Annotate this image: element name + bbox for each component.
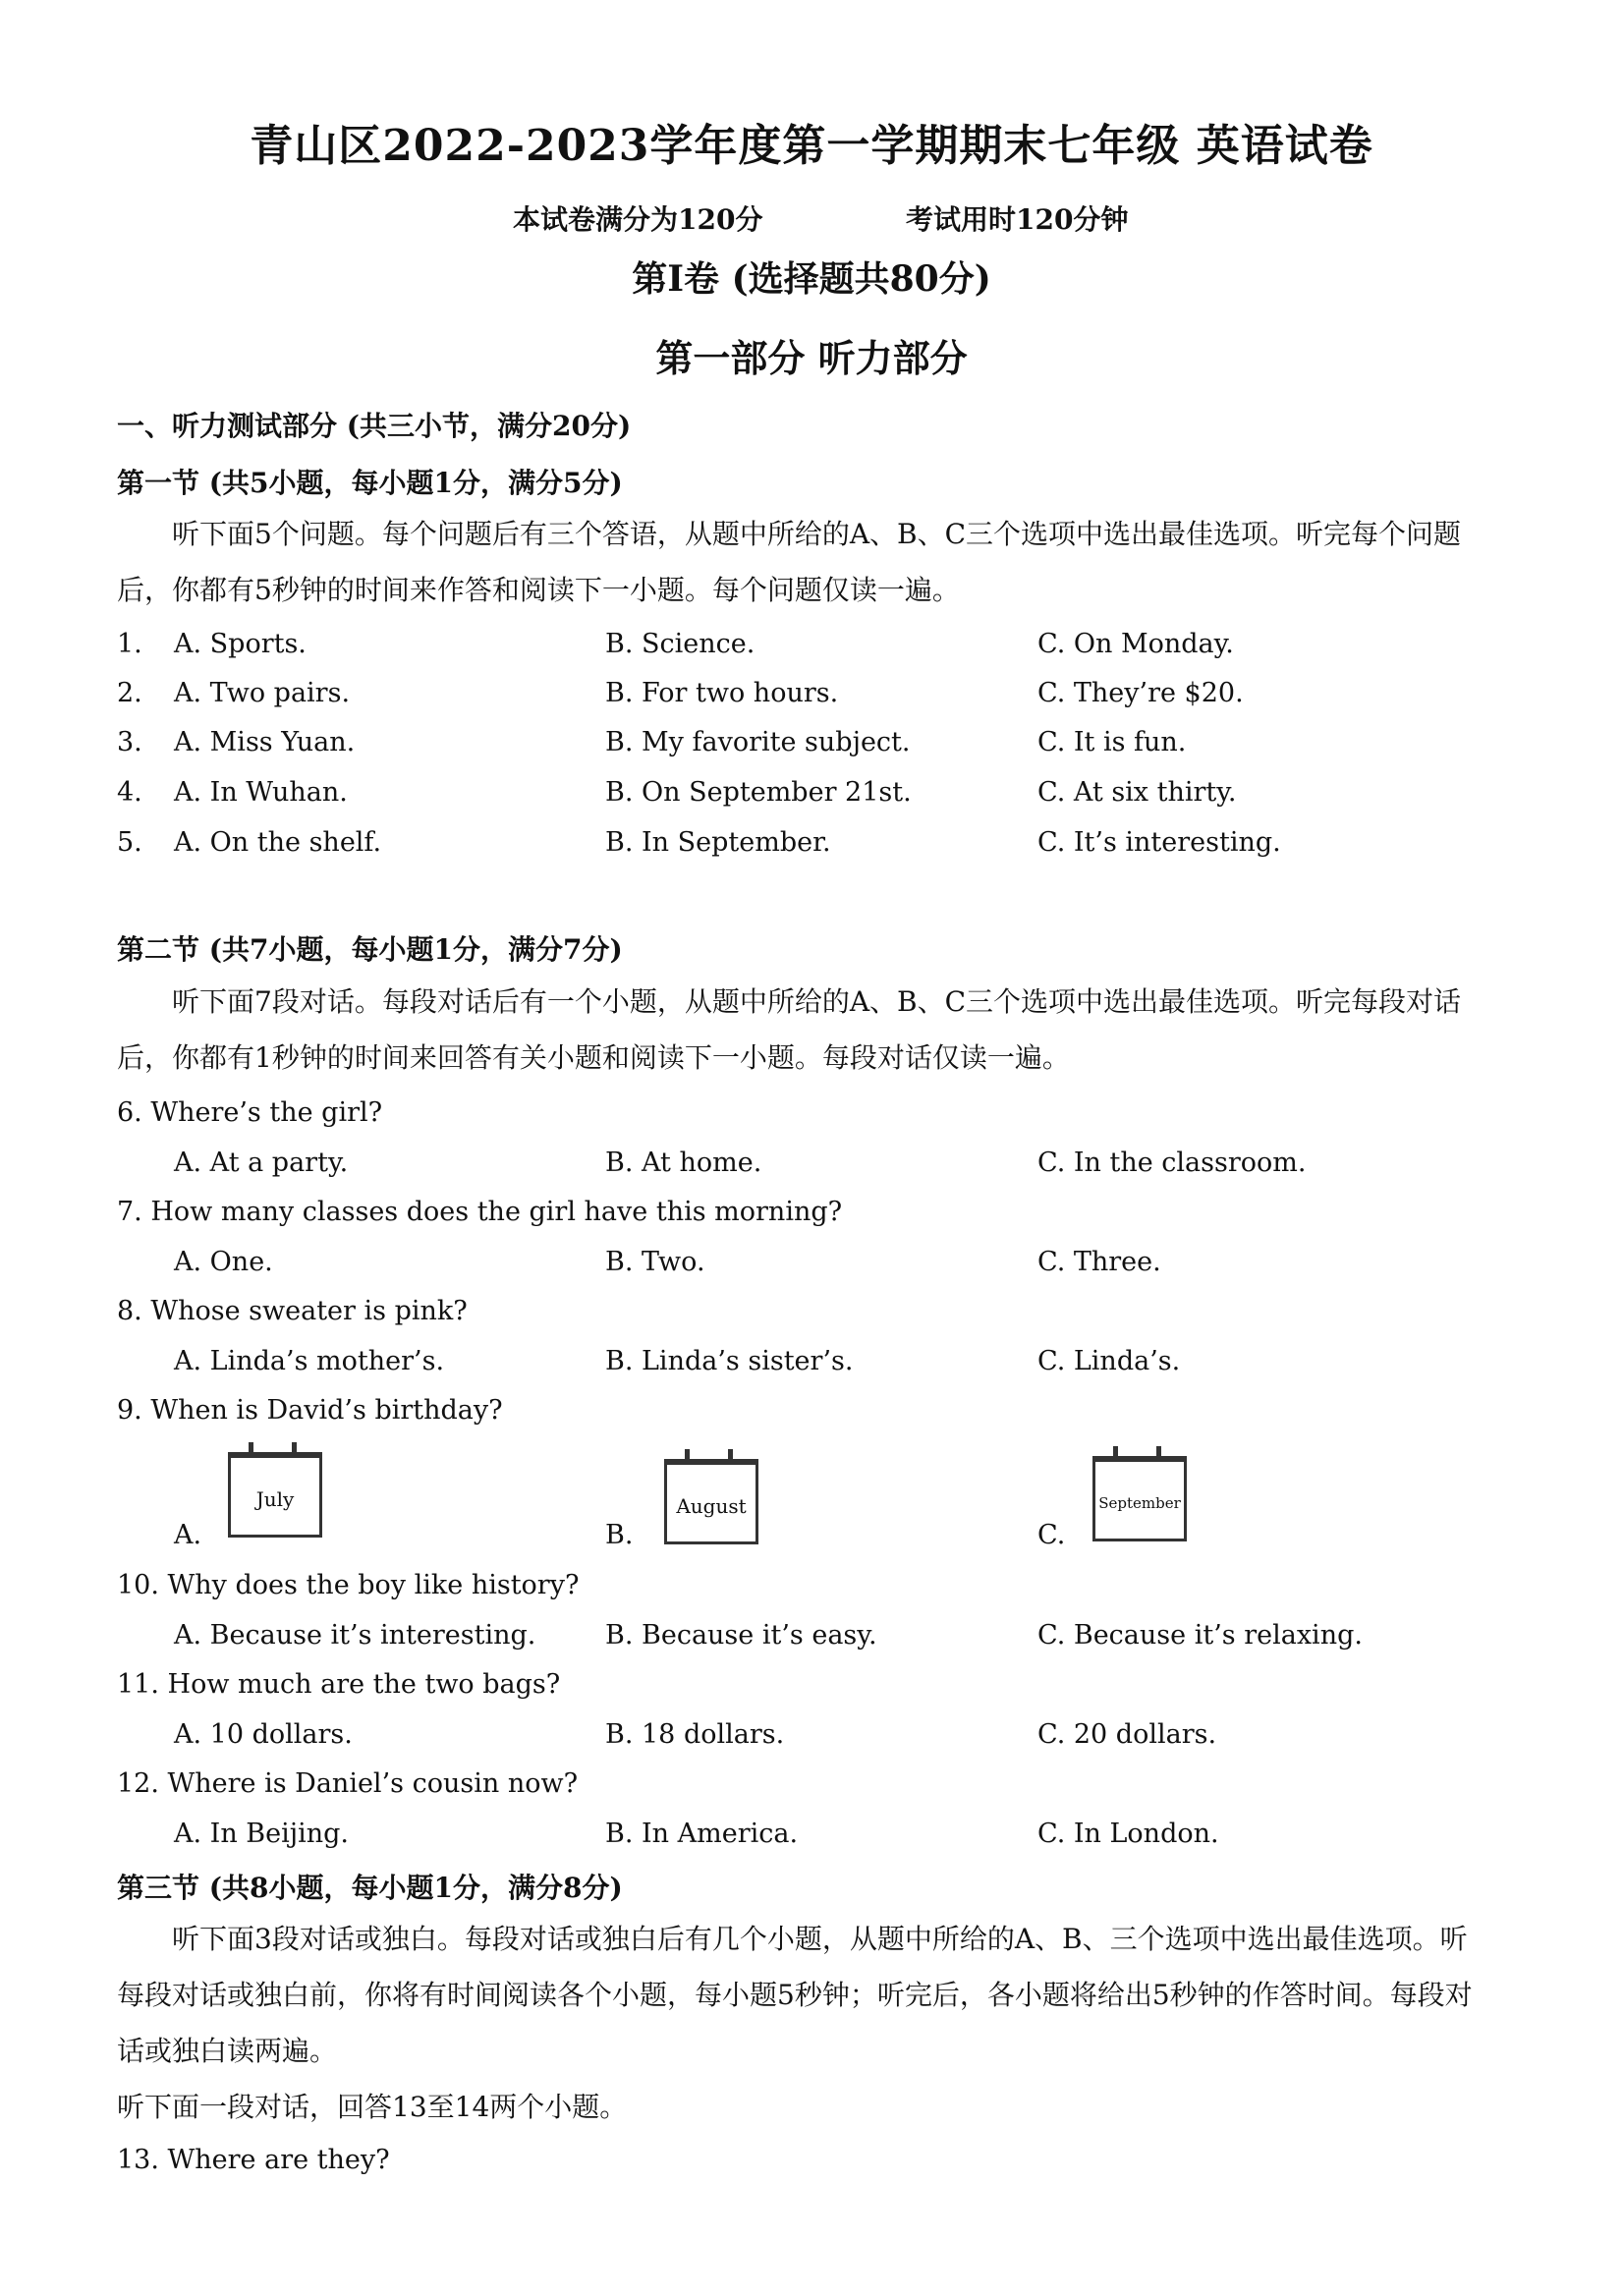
section1-instruction [117, 506, 1522, 618]
exam-title: 青山区2022-2023学年度第一学期期末七年级 英语试卷 [250, 121, 1373, 171]
question-7: 7. How many classes does the girl have this morning? [117, 1197, 843, 1227]
section1-instruction-line2: 后，你都有5秒钟的时间来作答和阅读下一小题。每个问题仅读一遍。 [117, 574, 960, 606]
option-c: C. Three. [1037, 1247, 1161, 1277]
option-a: A. [174, 1520, 202, 1550]
calendar-icon-july [228, 1452, 322, 1538]
item-number: 5. [117, 827, 142, 858]
option-b: B. In America. [605, 1819, 799, 1849]
option-c: C. In the classroom. [1037, 1148, 1307, 1178]
option-a: A. At a party. [174, 1148, 349, 1178]
full-score-note: 本试卷满分为120分 [513, 203, 763, 236]
option-a: A. On the shelf. [174, 827, 382, 858]
option-a: A. Linda’s mother’s. [174, 1346, 445, 1376]
option-a: A. Sports. [174, 629, 307, 659]
option-c: C. On Monday. [1037, 629, 1234, 659]
volume-title: 第I卷 (选择题共80分) [632, 258, 991, 300]
option-c: C. In London. [1037, 1819, 1219, 1849]
item-number: 3. [117, 727, 142, 757]
question-11: 11. How much are the two bags? [117, 1669, 561, 1700]
section-main-heading: 一、听力测试部分 (共三小节，满分20分) [117, 410, 632, 442]
section1-instruction-line1: 听下面5个问题。每个问题后有三个答语，从题中所给的A、B、C三个选项中选出最佳选项。听完每个问题 [172, 518, 1462, 550]
option-c: C. Linda’s. [1037, 1346, 1181, 1376]
option-b: B. Because it’s easy. [605, 1620, 877, 1651]
section3-sub-instruction: 听下面一段对话，回答13至14两个小题。 [117, 2091, 628, 2123]
option-a: A. One. [174, 1247, 273, 1277]
option-a: A. Because it’s interesting. [174, 1620, 536, 1651]
option-c: C. It’s interesting. [1037, 827, 1281, 858]
option-b: B. In September. [605, 827, 831, 858]
section3-instruction-line1: 听下面3段对话或独白。每段对话或独白后有几个小题，从题中所给的A、B、三个选项中选出最佳选项。听 [172, 1923, 1468, 1955]
option-a: A. 10 dollars. [174, 1719, 353, 1750]
option-c: C. Because it’s relaxing. [1037, 1620, 1363, 1651]
option-a: A. In Wuhan. [174, 777, 348, 808]
part-title: 第一部分 听力部分 [655, 336, 968, 380]
option-c: C. At six thirty. [1037, 777, 1237, 808]
option-b: B. Science. [605, 629, 756, 659]
option-c: C. It is fun. [1037, 727, 1187, 757]
option-c: C. They’re $20. [1037, 678, 1244, 708]
option-c: C. [1037, 1520, 1066, 1550]
calendar-icon-august [664, 1459, 758, 1544]
option-a: A. Two pairs. [174, 678, 351, 708]
question-9: 9. When is David’s birthday? [117, 1395, 503, 1426]
option-a: A. Miss Yuan. [174, 727, 356, 757]
section1-heading: 第一节 (共5小题，每小题1分，满分5分) [117, 467, 623, 499]
section3-heading: 第三节 (共8小题，每小题1分，满分8分) [117, 1872, 623, 1904]
question-8: 8. Whose sweater is pink? [117, 1296, 468, 1326]
question-6: 6. Where’s the girl? [117, 1097, 383, 1128]
item-number: 1. [117, 629, 142, 659]
section3-instruction [117, 1911, 1522, 2135]
option-b: B. [605, 1520, 634, 1550]
option-b: B. Linda’s sister’s. [605, 1346, 854, 1376]
option-c: C. 20 dollars. [1037, 1719, 1217, 1750]
calendar-label-september: September [1098, 1494, 1181, 1512]
calendar-label-august: August [676, 1494, 747, 1518]
question-13: 13. Where are they? [117, 2145, 390, 2175]
section2-instruction-line1: 听下面7段对话。每段对话后有一个小题，从题中所给的A、B、C三个选项中选出最佳选项。听完每段对话 [172, 985, 1462, 1018]
option-a: A. In Beijing. [174, 1819, 350, 1849]
section2-instruction [117, 974, 1522, 1086]
question-10: 10. Why does the boy like history? [117, 1570, 580, 1600]
option-b: B. For two hours. [605, 678, 839, 708]
section3-instruction-line3: 话或独白读两遍。 [117, 2035, 338, 2067]
option-b: B. My favorite subject. [605, 727, 911, 757]
section3-instruction-line2: 每段对话或独白前，你将有时间阅读各个小题，每小题5秒钟；听完后，各小题将给出5秒钟的作答时间。每段对 [117, 1979, 1473, 2011]
calendar-icon-september [1092, 1456, 1187, 1541]
section2-instruction-line2: 后，你都有1秒钟的时间来回答有关小题和阅读下一小题。每段对话仅读一遍。 [117, 1041, 1070, 1074]
item-number: 2. [117, 678, 142, 708]
option-b: B. At home. [605, 1148, 762, 1178]
question-12: 12. Where is Daniel’s cousin now? [117, 1768, 579, 1799]
option-b: B. 18 dollars. [605, 1719, 785, 1750]
section2-heading: 第二节 (共7小题，每小题1分，满分7分) [117, 933, 623, 966]
option-b: B. Two. [605, 1247, 705, 1277]
time-note: 考试用时120分钟 [906, 203, 1129, 236]
option-b: B. On September 21st. [605, 777, 912, 808]
calendar-label-july: July [255, 1487, 295, 1511]
item-number: 4. [117, 777, 142, 808]
